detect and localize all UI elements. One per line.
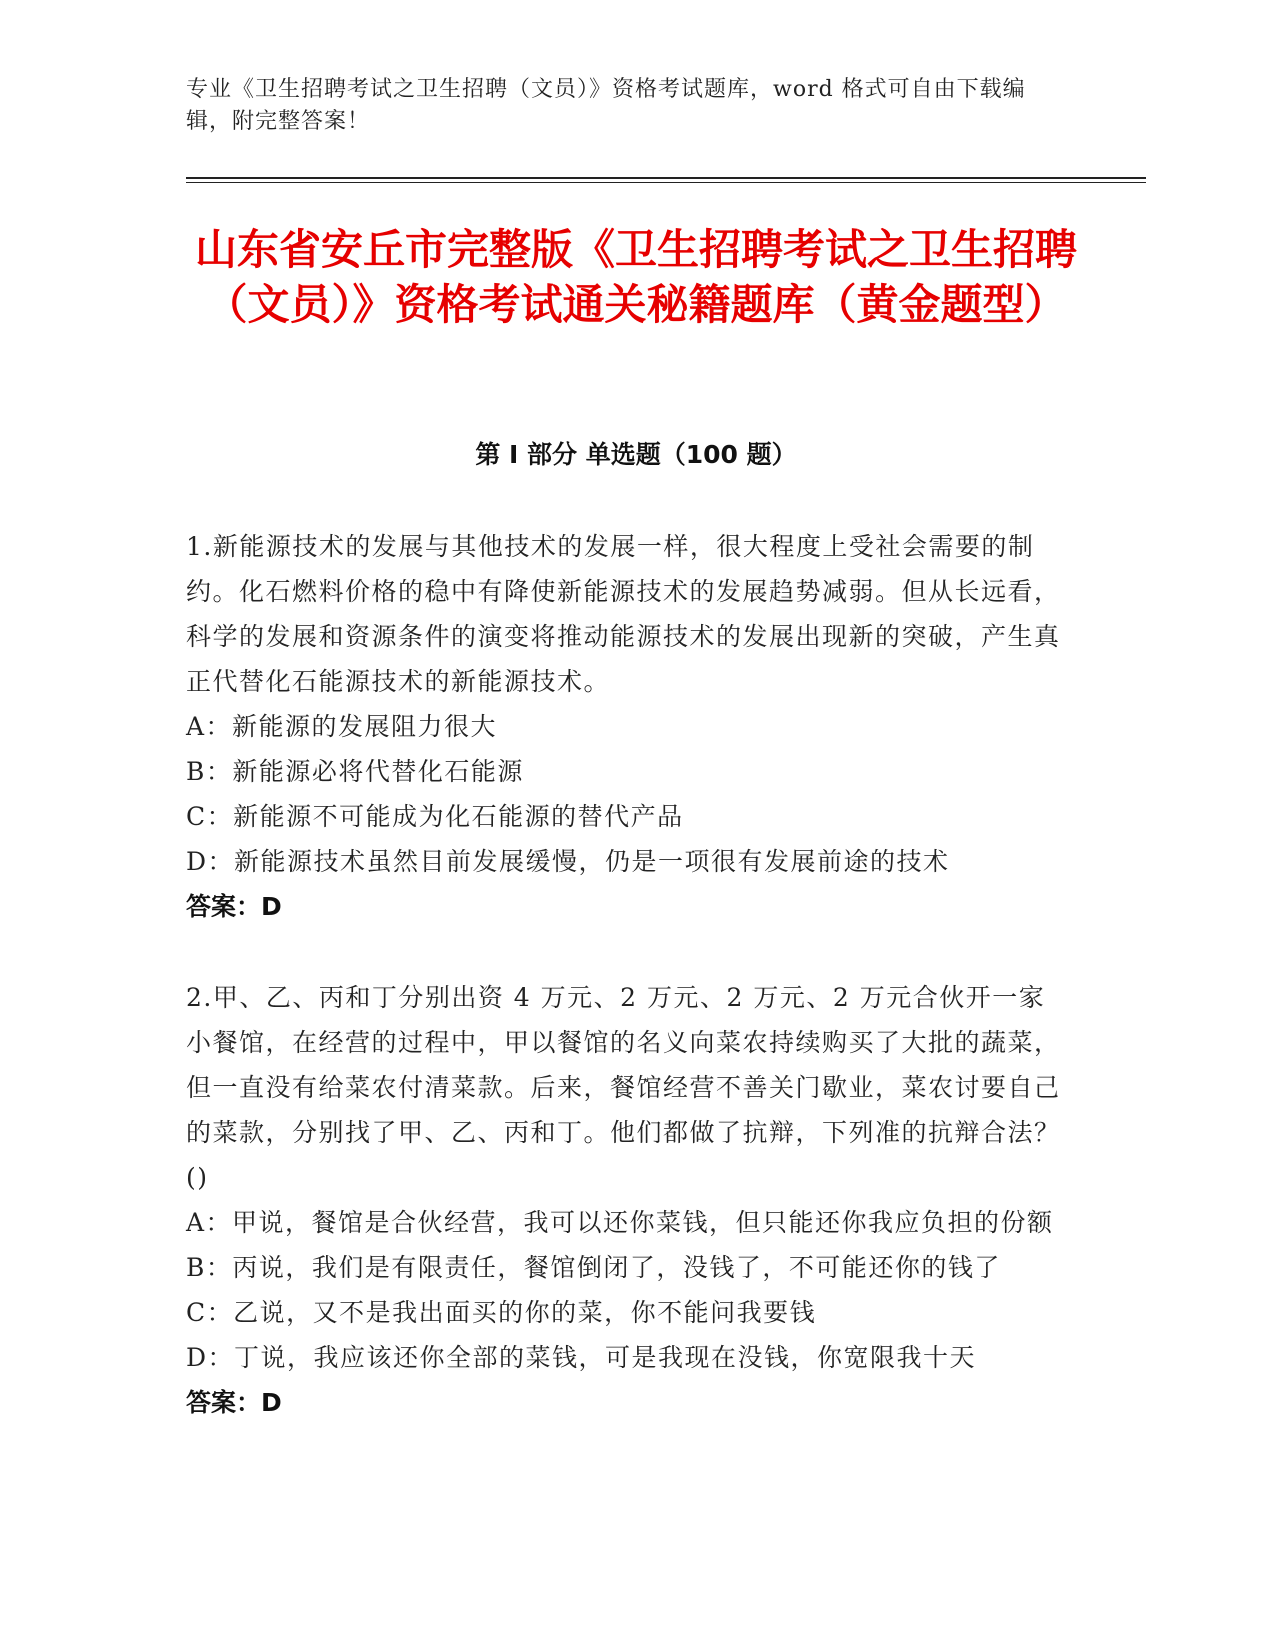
header-divider-thick xyxy=(186,177,1146,179)
option-b: B：新能源必将代替化石能源 xyxy=(186,757,524,786)
question-stem: 1.新能源技术的发展与其他技术的发展一样，很大程度上受社会需要的制约。化石燃料价格的稳中有降使新能源技术的发展趋势减弱。但从长远看，科学的发展和资源条件的演变将推动能源技术的发展出现新的突破，产生真正代替化石能源技术的新能源技术。 xyxy=(186,532,1061,696)
option-b: B：丙说，我们是有限责任，餐馆倒闭了，没钱了，不可能还你的钱了 xyxy=(186,1253,1001,1282)
document-title: 山东省安丘市完整版《卫生招聘考试之卫生招聘（文员）》资格考试通关秘籍题库（黄金题型） xyxy=(194,225,1077,329)
option-d: D：新能源技术虽然目前发展缓慢，仍是一项很有发展前途的技术 xyxy=(186,847,950,876)
option-c: C：乙说，又不是我出面买的你的菜，你不能问我要钱 xyxy=(186,1298,817,1327)
answer-label: 答案：D xyxy=(186,892,282,921)
question-stem: 2.甲、乙、丙和丁分别出资 4 万元、2 万元、2 万元、2 万元合伙开一家小餐馆，在经营的过程中，甲以餐馆的名义向菜农持续购买了大批的蔬菜，但一直没有给菜农付清菜款。后来，餐馆经营不善关门歇业，菜农讨要自己的菜款，分别找了甲、乙、丙和丁。他们都做了抗辩，下列准的抗辩合法？() xyxy=(186,983,1061,1192)
header-note: 专业《卫生招聘考试之卫生招聘（文员）》资格考试题库，word 格式可自由下载编辑，附完整答案！ xyxy=(186,77,1026,134)
option-a: A：甲说，餐馆是合伙经营，我可以还你菜钱，但只能还你我应负担的份额 xyxy=(186,1208,1054,1237)
option-c: C：新能源不可能成为化石能源的替代产品 xyxy=(186,802,684,831)
option-a: A：新能源的发展阻力很大 xyxy=(186,712,498,741)
section-heading: 第 I 部分 单选题（100 题） xyxy=(475,440,797,469)
option-d: D：丁说，我应该还你全部的菜钱，可是我现在没钱，你宽限我十天 xyxy=(186,1343,977,1372)
answer-label: 答案：D xyxy=(186,1388,282,1417)
question-2 xyxy=(186,975,1066,1425)
header-divider-thin xyxy=(186,182,1146,183)
question-1 xyxy=(186,524,1066,929)
